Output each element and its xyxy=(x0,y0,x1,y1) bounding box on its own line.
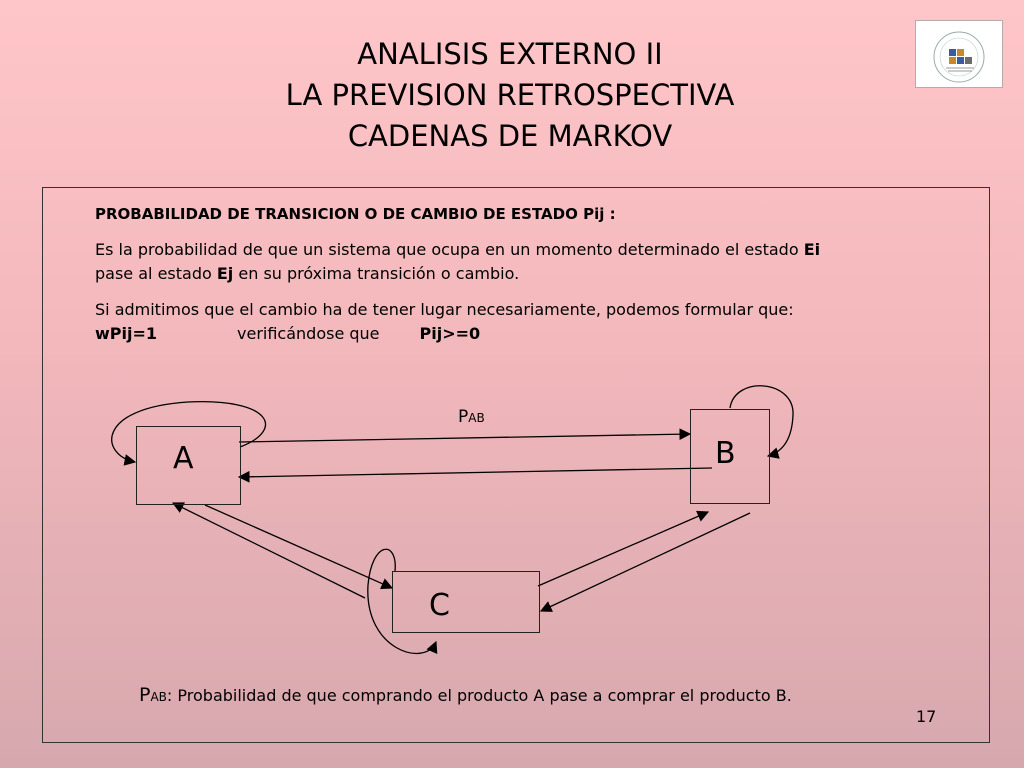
footnote xyxy=(139,683,819,709)
state-box-b xyxy=(690,409,770,504)
arrow-b-to-a xyxy=(239,468,712,477)
arrow-a-to-c xyxy=(205,505,392,588)
section-heading: PROBABILIDAD DE TRANSICION O DE CAMBIO DE ESTADO Pij : xyxy=(95,205,616,223)
state-ei: Ei xyxy=(803,240,821,259)
arrow-c-to-a xyxy=(173,503,365,598)
edge-label-p: P xyxy=(458,407,469,427)
formula-intro: Si admitimos que el cambio ha de tener lugar necesariamente, podemos formular que: xyxy=(95,300,794,319)
edge-label-pab xyxy=(458,407,485,427)
state-a-label: A xyxy=(173,441,194,476)
state-box-a xyxy=(136,426,241,505)
state-c-label: C xyxy=(429,588,450,623)
footnote-subscript: AB xyxy=(150,690,167,704)
formula-verify-text: verificándose que xyxy=(237,324,380,343)
page-number: 17 xyxy=(916,707,937,726)
title-line-3: CADENAS DE MARKOV xyxy=(347,119,673,153)
state-box-c xyxy=(392,571,540,633)
definition-text-1: Es la probabilidad de que un sistema que ocupa en un momento determinado el estado xyxy=(95,240,804,259)
footnote-text: : Probabilidad de que comprando el producto A pase a comprar el producto B. xyxy=(166,686,792,705)
state-b-label: B xyxy=(715,436,736,471)
title-line-1: ANALISIS EXTERNO II xyxy=(357,37,663,71)
definition-text-2: pase al estado xyxy=(95,264,217,283)
footnote-p: P xyxy=(139,684,151,706)
sum-formula: wPij=1 xyxy=(95,324,158,343)
title-line-2: LA PREVISION RETROSPECTIVA xyxy=(285,78,735,112)
arrow-a-to-b xyxy=(239,434,690,442)
nonnegative-condition: Pij>=0 xyxy=(419,324,481,343)
arrow-c-to-b xyxy=(538,512,708,586)
edge-label-subscript: AB xyxy=(468,411,485,425)
state-ej: Ej xyxy=(216,264,234,283)
definition-text-3: en su próxima transición o cambio. xyxy=(233,264,520,283)
arrow-b-to-c xyxy=(541,513,750,611)
